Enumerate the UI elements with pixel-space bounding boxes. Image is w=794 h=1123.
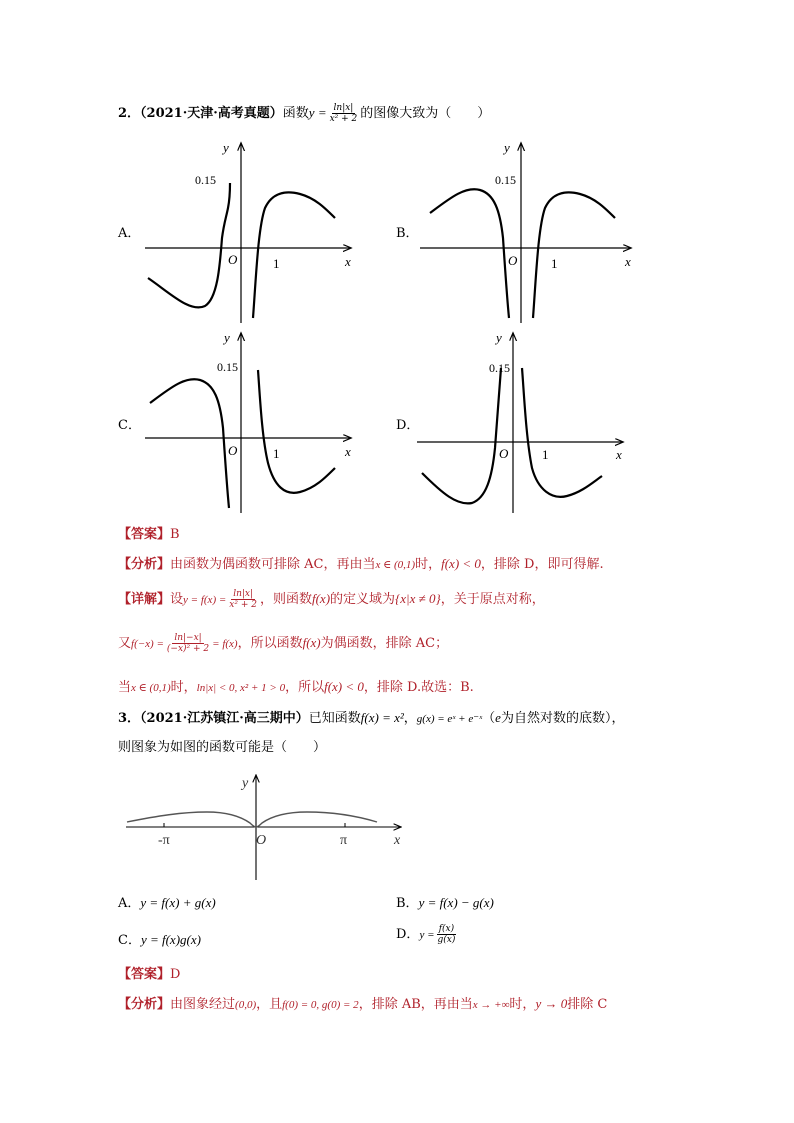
q2-c-tick-label: 0.15 [217, 360, 238, 374]
q2-number: 2． [118, 106, 141, 121]
q2-line2-fraction [165, 633, 211, 654]
q2-detail-fraction [227, 589, 259, 610]
q3-analysis-text-1: 由图象经过 [170, 997, 236, 1012]
q2-detail-text-3: 的定义域为 [330, 592, 396, 607]
q2-detail-denominator: x² + 2 [229, 600, 257, 610]
q2-analysis-text-3: ，排除 D，即可得解. [480, 557, 604, 572]
q2-c-one: 1 [273, 446, 280, 461]
q3-neg-pi: -π [158, 833, 170, 848]
q2-answer [118, 523, 180, 542]
q3-analysis-tag: 【分析】 [118, 997, 171, 1012]
q3-option-d-numerator: f(x) [438, 924, 455, 934]
q3-number: 3． [118, 711, 141, 726]
q3-stem-math-2: g(x) = eˣ + e⁻ˣ [416, 713, 483, 725]
q2-a-origin: O [228, 252, 238, 267]
q2-detail-math-2: f(x) [311, 591, 331, 606]
q2-c-curve-left [150, 379, 229, 508]
q3-option-b-expr: y = f(x) − g(x) [418, 895, 494, 910]
q3-analysis-math-4: y → 0 [535, 996, 568, 1011]
q3-option-d-label: D． [396, 927, 420, 942]
q2-b-one: 1 [551, 256, 558, 271]
q3-option-d-denominator: g(x) [437, 935, 456, 945]
q2-c-origin: O [228, 443, 238, 458]
q2-detail-line-1 [118, 588, 545, 610]
q2-b-y-label: y [504, 140, 510, 155]
q2-option-b-label: B． [396, 226, 419, 241]
q3-analysis-math-1: (0,0) [235, 999, 257, 1011]
q2-line2-text-3: 为偶函数，排除 AC； [320, 636, 449, 651]
q2-stem-post: 的图像大致为（ ） [360, 106, 491, 121]
q3-analysis-text-2: ，且 [256, 997, 283, 1012]
q2-c-curve-right [258, 370, 335, 493]
q2-line2-math-3: f(x) [302, 635, 321, 650]
q2-stem [118, 102, 490, 124]
q3-answer-tag: 【答案】 [118, 967, 171, 982]
q3-pi: π [340, 833, 348, 848]
q2-a-x-label: x [345, 254, 351, 269]
q3-stem-line-1 [118, 707, 624, 726]
q2-detail-text-1: 设 [170, 592, 184, 607]
q2-d-origin: O [499, 446, 509, 461]
q2-detail-line-3 [118, 676, 474, 695]
q3-option-a-label: A． [118, 896, 141, 911]
q3-analysis-math-3: x → +∞ [472, 999, 510, 1011]
q2-option-c-label: C． [118, 418, 141, 433]
q2-b-tick-label: 0.15 [495, 173, 516, 187]
q2-detail-tag: 【详解】 [118, 592, 171, 607]
q3-origin: O [256, 833, 267, 848]
q2-c-x-label: x [345, 444, 351, 459]
q3-analysis-text-4: 时， [509, 997, 536, 1012]
q3-answer [118, 963, 180, 982]
q2-detail-text-2: ，则函数 [259, 592, 312, 607]
q2-line2-numerator: ln|−x| [174, 633, 202, 643]
q2-analysis-text-2: 时， [415, 557, 442, 572]
q2-b-curve-left [430, 189, 509, 318]
q3-option-d [396, 923, 458, 945]
q2-d-curve-right [522, 368, 602, 497]
q3-x-label: x [394, 833, 401, 848]
q3-answer-value: D [170, 967, 181, 982]
q3-option-a [118, 892, 216, 911]
q3-option-b-label: B． [396, 896, 419, 911]
q2-line2-denominator: (−x)² + 2 [166, 644, 210, 654]
q3-option-b [396, 892, 494, 911]
q2-d-one: 1 [542, 447, 549, 462]
q3-analysis-text-3: ，排除 AB，再由当 [358, 997, 473, 1012]
q3-option-c-label: C． [118, 933, 141, 948]
q2-line2-text-2: ，所以函数 [237, 636, 303, 651]
q2-line3-math-1: x ∈ (0,1) [131, 682, 171, 694]
q2-graph-d [412, 328, 632, 518]
q2-line3-text-3: ，所以 [285, 680, 325, 695]
q2-a-curve-right [253, 192, 335, 318]
q2-graph-c [140, 328, 360, 518]
q2-a-y-label: y [223, 140, 229, 155]
q2-detail-math-1: y = f(x) = [183, 594, 227, 606]
q3-stem-math-3: e [495, 710, 501, 725]
q2-answer-value: B [170, 527, 180, 542]
q2-detail-line-2 [118, 632, 448, 654]
q2-line2-math-2: = f(x) [212, 638, 238, 650]
q2-detail-numerator: ln|x| [233, 589, 254, 599]
q2-line3-text-2: 时， [170, 680, 197, 695]
q3-y-label: y [242, 776, 249, 791]
q2-a-one: 1 [273, 256, 280, 271]
q2-analysis [118, 553, 604, 572]
q2-a-curve-left [148, 183, 230, 307]
q2-detail-math-3: {x|x ≠ 0} [395, 591, 441, 606]
q3-option-d-expr-pre: y = [419, 929, 435, 941]
q2-analysis-math-1: x ∈ (0,1) [375, 559, 416, 571]
q2-b-origin: O [508, 253, 518, 268]
q2-c-y-label: y [224, 330, 230, 345]
q2-detail-text-4: ，关于原点对称， [440, 592, 545, 607]
q2-line2-math-1: f(−x) = [131, 638, 164, 650]
q2-func-y: y = [308, 105, 327, 120]
q3-stem-text-3: （ [482, 711, 496, 726]
q2-line2-text-1: 又 [118, 636, 132, 651]
q2-stem-pre: 函数 [282, 106, 309, 121]
q2-d-curve-left [422, 368, 501, 503]
q2-d-x-label: x [616, 447, 622, 462]
q2-b-x-label: x [625, 254, 631, 269]
q2-line3-text-4: ，排除 D.故选：B. [363, 680, 474, 695]
q2-line3-text-1: 当 [118, 680, 132, 695]
q2-func-fraction [328, 103, 360, 124]
q2-line3-math-3: f(x) < 0 [324, 679, 364, 694]
q3-stem-text-2: ， [403, 711, 417, 726]
q3-stem-math-1: f(x) = x² [360, 710, 404, 725]
q2-source: （2021·天津·高考真题） [140, 106, 283, 121]
q2-a-tick-label: 0.15 [195, 173, 216, 187]
q2-analysis-math-2: f(x) < 0 [441, 556, 481, 571]
q2-d-y-label: y [496, 330, 502, 345]
q2-func-denominator: x² + 2 [329, 114, 358, 124]
q2-line3-math-2: ln|x| < 0, x² + 1 > 0 [196, 682, 286, 694]
q2-b-curve-right [533, 192, 615, 318]
q3-analysis-math-2: f(0) = 0, g(0) = 2 [282, 999, 359, 1011]
q2-graph-a [140, 138, 360, 328]
q2-analysis-text-1: 由函数为偶函数可排除 AC，再由当 [170, 557, 376, 572]
q3-graph [122, 770, 412, 885]
q2-option-a-label: A． [118, 226, 141, 241]
q2-func-numerator: ln|x| [333, 103, 354, 113]
q3-option-a-expr: y = f(x) + g(x) [140, 895, 216, 910]
q3-stem-line-2: 则图象为如图的函数可能是（ ） [118, 740, 327, 755]
q2-answer-tag: 【答案】 [118, 527, 171, 542]
q3-stem-text-4: 为自然对数的底数）， [500, 711, 625, 726]
q3-option-c [118, 929, 201, 948]
q2-analysis-tag: 【分析】 [118, 557, 171, 572]
q3-option-c-expr: y = f(x)g(x) [140, 932, 201, 947]
q3-analysis [118, 993, 607, 1012]
q2-graph-b [420, 138, 640, 328]
q3-source: （2021·江苏镇江·高三期中） [140, 711, 309, 726]
q2-d-tick-label: 0.15 [489, 361, 510, 375]
q3-analysis-text-5: 排除 C [567, 997, 608, 1012]
q3-option-d-fraction [436, 924, 458, 945]
q3-stem-text-1: 已知函数 [308, 711, 361, 726]
q2-option-d-label: D． [396, 418, 420, 433]
